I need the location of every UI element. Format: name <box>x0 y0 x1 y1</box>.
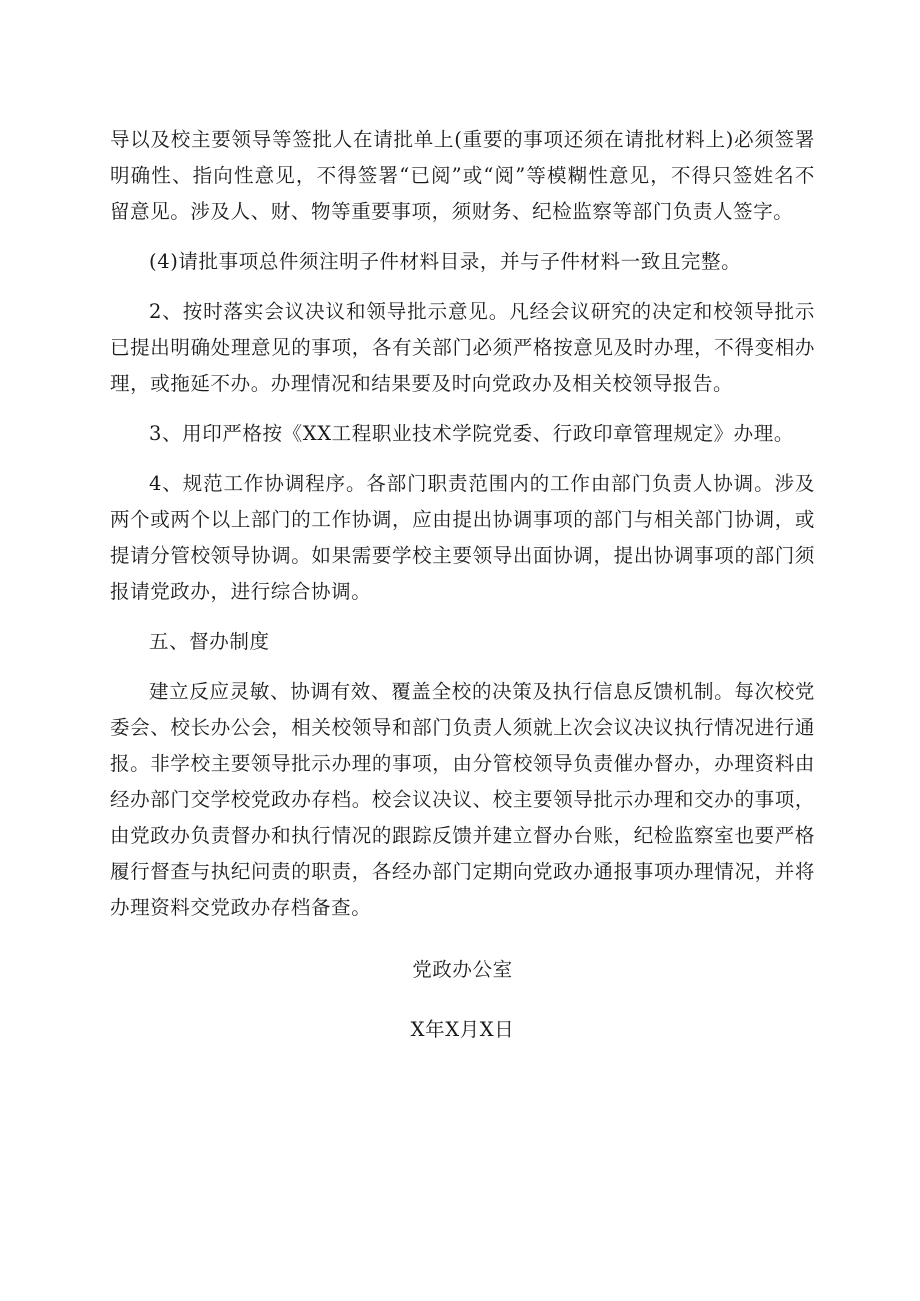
paragraph-section-2: 2、按时落实会议决议和领导批示意见。凡经会议研究的决定和校领导批示已提出明确处理意见的事项，各有关部门必须严格按意见及时办理，不得变相办理，或拖延不办。办理情况和结果要及时向党政办及相关校领导报告。 <box>110 300 815 395</box>
paragraph-item-4: (4)请批事项总件须注明子件材料目录，并与子件材料一致且完整。 <box>149 250 742 273</box>
section-heading-supervision: 五、督办制度 <box>149 630 270 653</box>
document-body <box>110 122 815 1048</box>
paragraph-section-4: 4、规范工作协调程序。各部门职责范围内的工作由部门负责人协调。涉及两个或两个以上部门的工作协调，应由提出协调事项的部门与相关部门协调，或提请分管校领导协调。如果需要学校主要领导出面协调，提出协调事项的部门须报请党政办，进行综合协调。 <box>110 472 815 603</box>
paragraph-section-3: 3、用印严格按《XX工程职业技术学院党委、行政印章管理规定》办理。 <box>149 422 794 445</box>
signature-office: 党政办公室 <box>412 958 513 981</box>
paragraph-supervision-system: 建立反应灵敏、协调有效、覆盖全校的决策及执行信息反馈机制。每次校党委会、校长办公会，相关校领导和部门负责人须就上次会议决议执行情况进行通报。非学校主要领导批示办理的事项，由分管校领导负责催办督办，办理资料由经办部门交学校党政办存档。校会议决议、校主要领导批示办理和交办的事项，由党政办负责督办和执行情况的跟踪反馈并建立督办台账，纪检监察室也要严格履行督查与执纪问责的职责，各经办部门定期向党政办通报事项办理情况，并将办理资料交党政办存档备查。 <box>110 680 815 919</box>
paragraph-signature-requirements: 导以及校主要领导等签批人在请批单上(重要的事项还须在请批材料上)必须签署明确性、指向性意见，不得签署“已阅”或“阅”等模糊性意见，不得只签姓名不留意见。涉及人、财、物等重要事项，须财务、纪检监察等部门负责人签字。 <box>110 128 815 223</box>
signature-date: X年X月X日 <box>410 1018 515 1041</box>
